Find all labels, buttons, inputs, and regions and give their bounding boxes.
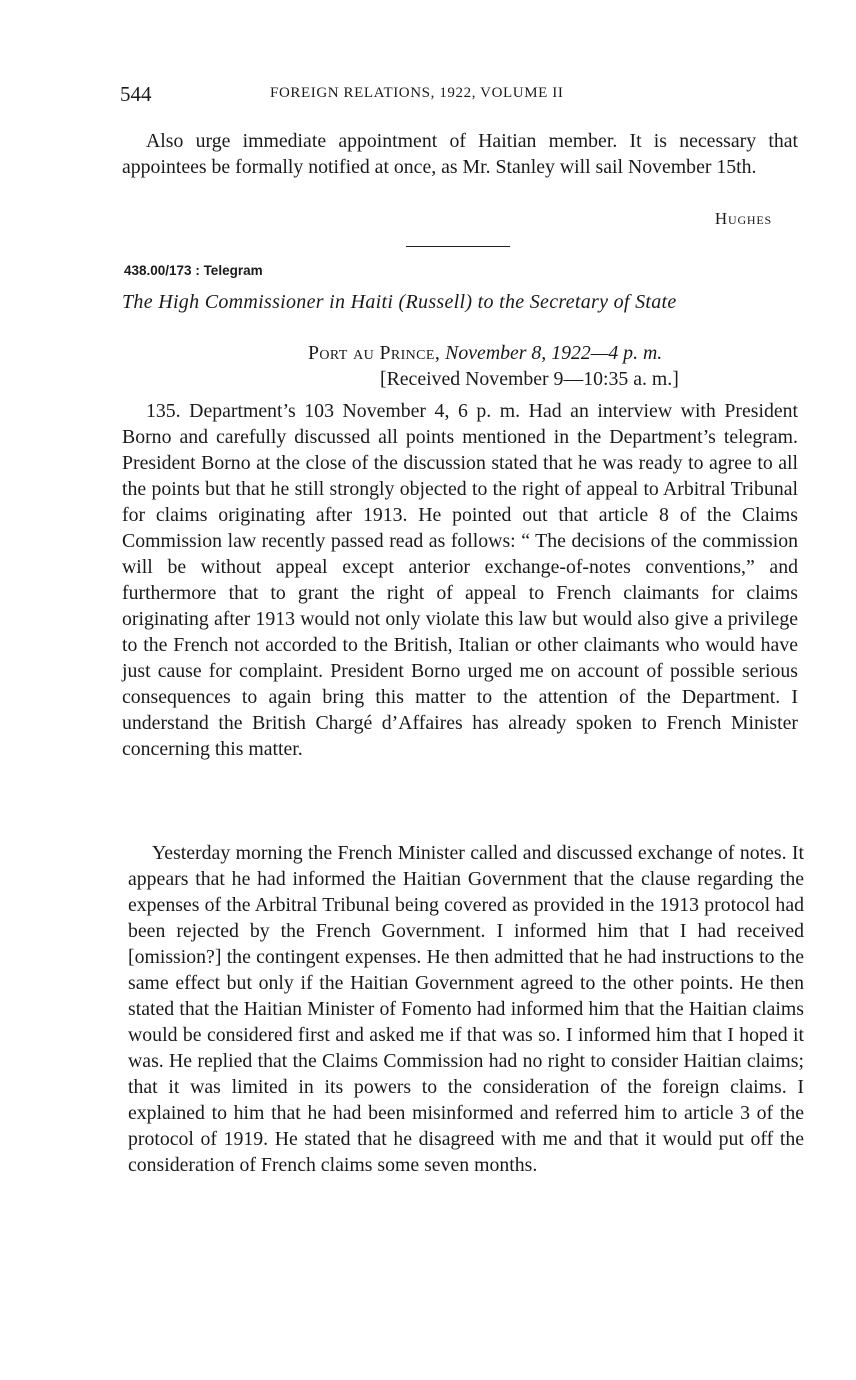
signature: Hughes bbox=[714, 209, 772, 228]
dateline-place: Port au Prince, bbox=[308, 342, 441, 364]
page-number: 544 bbox=[120, 82, 152, 106]
running-header bbox=[120, 80, 800, 112]
section-divider bbox=[406, 246, 510, 247]
body-paragraph: Yesterday morning the French Minister called and discussed exchange of notes. It appears that he had informed the Haitian Government that the clause regarding the expenses of the Arbitral Tribunal being covered as provided in the 1913 protocol had been rejected by the French Government. I informed him that I had received [omission?] the contingent expenses. He then admitted that he had instructions to the same effect but only if the Haitian Government agreed to the other points. He then stated that the Haitian Minister of Fomento had informed him that the Haitian claims would be considered first and asked me if that was so. I informed him that I hoped it was. He replied that the Claims Commission had no right to consider Haitian claims; that it was limited in its powers to the consideration of the foreign claims. I explained to him that he had been misinformed and referred him to article 3 of the protocol of 1919. He stated that he disagreed with me and that it would put off the consideration of French claims some seven months. bbox=[128, 842, 804, 1176]
document-title: The High Commissioner in Haiti (Russell) to the Secretary of State bbox=[122, 291, 677, 313]
running-title: FOREIGN RELATIONS, 1922, VOLUME II bbox=[270, 85, 564, 101]
body-paragraph: 135. Department’s 103 November 4, 6 p. m. Had an interview with President Borno and carefully discussed all points mentioned in the Department’s telegram. President Borno at the close of the discussion stated that he was ready to agree to all the points but that he still strongly objected to the right of appeal to Arbitral Tribunal for claims originating after 1913. He pointed out that article 8 of the Claims Commission law recently passed read as follows: “ The decisions of the commission will be without appeal except anterior exchange-of-notes conventions,” and furthermore that to grant the right of appeal to French claimants for claims originating after 1913 would not only violate this law but would also give a privilege to the French not accorded to the British, Italian or other claimants who would have just cause for complaint. President Borno urged me on account of possible serious consequences to again bring this matter to the attention of the Department. I understand the British Chargé d’Affaires has already spoken to French Minister concerning this matter. bbox=[122, 400, 798, 760]
file-reference: 438.00/173 : Telegram bbox=[124, 263, 263, 278]
received-note: [Received November 9—10:35 a. m.] bbox=[380, 368, 679, 390]
dateline bbox=[308, 342, 662, 365]
continuation-paragraph: Also urge immediate appointment of Haitian member. It is necessary that appointees be formally notified at once, as Mr. Stanley will sail November 15th. bbox=[122, 130, 798, 178]
dateline-date: November 8, 1922—4 p. m. bbox=[445, 342, 663, 364]
